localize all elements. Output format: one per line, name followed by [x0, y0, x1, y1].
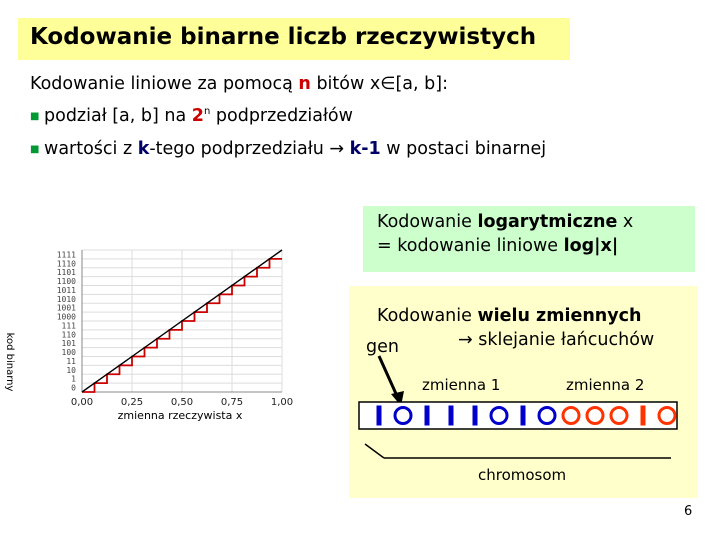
chart-y-tick-label: 1010 — [56, 294, 76, 304]
arrow-right-icon: → — [329, 139, 345, 159]
gene-bar-icon — [425, 406, 430, 426]
chart-y-label: kod binarny — [4, 332, 15, 392]
chart-x-tick-label: 0,25 — [120, 397, 144, 408]
slide-title: Kodowanie binarne liczb rzeczywistych — [30, 24, 537, 50]
intro-middle: bitów x — [310, 74, 381, 94]
chart-y-tick-label: 1000 — [56, 312, 76, 322]
multi-line1-bold: wielu zmiennych — [477, 306, 642, 326]
gene-bar-icon — [449, 406, 454, 426]
chart-y-tick-label: 10 — [66, 365, 76, 375]
intro-n: n — [298, 74, 311, 94]
bullet-square-icon: ■ — [30, 144, 40, 155]
intro-suffix: [a, b]: — [395, 74, 448, 94]
chromosome-strip — [359, 402, 677, 429]
chart-y-tick-label: 100 — [61, 348, 76, 358]
log-line1-bold: logarytmiczne — [477, 212, 618, 232]
bullet1-sup: n — [203, 106, 211, 118]
log-line-1 — [377, 212, 633, 232]
chart-y-tick-label: 1011 — [56, 285, 76, 295]
bullet2-middle: -tego podprzedziału — [149, 139, 330, 159]
bullet2-suffix: w postaci binarnej — [380, 139, 547, 159]
gen-arrow-line — [379, 356, 397, 396]
chart-y-tick-label: 101 — [61, 339, 76, 349]
intro-prefix: Kodowanie liniowe za pomocą — [30, 74, 299, 94]
intro-in-symbol: ∈ — [380, 74, 396, 94]
chart-y-tick-label: 110 — [61, 330, 76, 340]
gene-bar-icon — [473, 406, 478, 426]
chart-y-tick-label: 1111 — [56, 250, 76, 260]
chart-y-tick-label: 1100 — [56, 277, 76, 287]
bullet1-suffix: podprzedziałów — [210, 106, 353, 126]
variable-1-label: zmienna 1 — [422, 376, 501, 394]
bullet1-two: 2 — [191, 106, 204, 126]
chart-y-tick-label: 1110 — [56, 259, 76, 269]
intro-line — [30, 74, 448, 94]
chart-x-label: zmienna rzeczywista x — [117, 409, 243, 422]
chart-y-tick-label: 1101 — [56, 268, 76, 278]
chart-y-tick-label: 1 — [71, 374, 76, 384]
chromosome-diagram — [349, 286, 698, 498]
arrow-right-icon: → — [458, 330, 473, 350]
chart-y-tick-label: 111 — [61, 321, 76, 331]
bracket-diagonal — [365, 444, 384, 458]
log-line1-prefix: Kodowanie — [377, 212, 478, 232]
multi-line1-prefix: Kodowanie — [377, 306, 478, 326]
chart-x-tick-label: 1,00 — [270, 397, 294, 408]
chart-x-tick-label: 0,50 — [170, 397, 194, 408]
multi-line2-text: sklejanie łańcuchów — [472, 330, 655, 350]
bullet2-k1: k-1 — [349, 139, 381, 159]
chart-x-ticks — [71, 397, 293, 408]
chart-y-tick-label: 1001 — [56, 303, 76, 313]
log-line2-prefix: = kodowanie liniowe — [377, 236, 564, 256]
bullet2-k: k — [137, 139, 150, 159]
variable-2-label: zmienna 2 — [566, 376, 645, 394]
gene-bar-icon — [641, 406, 646, 426]
chart-x-tick-label: 0,75 — [220, 397, 244, 408]
page-number: 6 — [684, 504, 693, 519]
linear-coding-chart — [0, 242, 310, 422]
log-line2-bold: log|x| — [563, 236, 619, 256]
gene-bar-icon — [521, 406, 526, 426]
chart-y-ticks — [57, 250, 76, 392]
chart-x-tick-label: 0,00 — [70, 397, 94, 408]
chart-y-tick-label: 11 — [66, 356, 76, 366]
bullet-square-icon: ■ — [30, 111, 40, 122]
gene-bar-icon — [377, 406, 382, 426]
bullet2-prefix: wartości z — [44, 139, 138, 159]
log-line1-suffix: x — [617, 212, 634, 232]
bullet-item-2 — [30, 139, 546, 159]
bullet-item-1 — [30, 106, 353, 126]
bullet1-prefix: podział [a, b] na — [44, 106, 192, 126]
chromosome-label: chromosom — [478, 466, 567, 484]
log-line-2 — [377, 236, 618, 256]
gen-label: gen — [366, 337, 399, 357]
chart-y-tick-label: 0 — [71, 383, 76, 393]
